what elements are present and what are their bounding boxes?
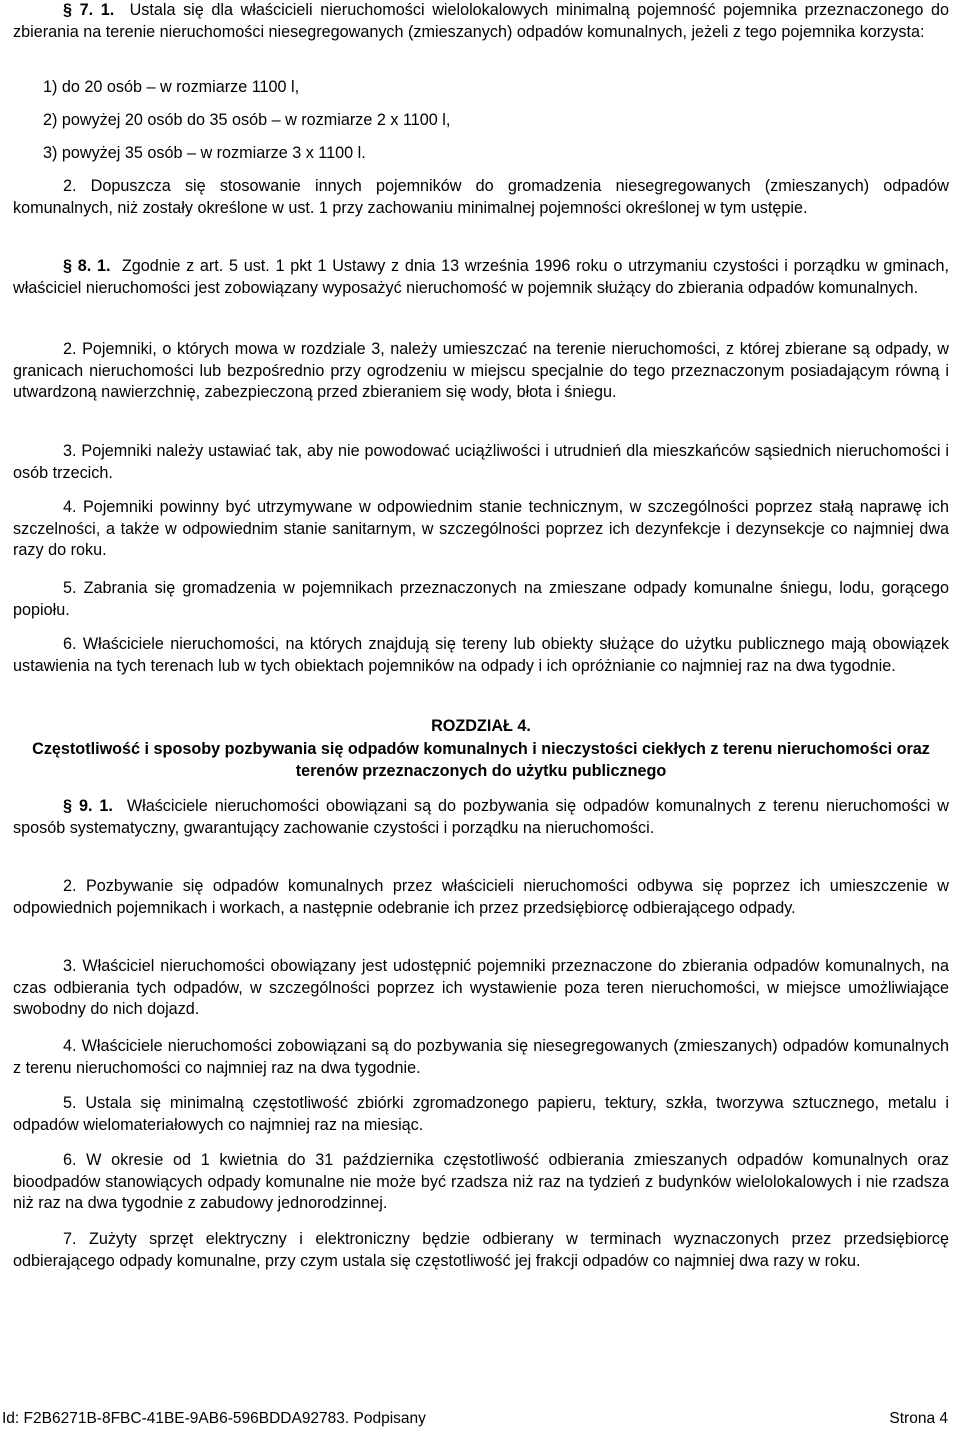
section-9-heading: 9. 1.	[78, 797, 113, 815]
section-7-list-item-2: 2) powyżej 20 osób do 35 osób – w rozmiarze 2 x 1100 l,	[43, 111, 451, 129]
section-8	[13, 256, 949, 299]
document-id: Id: F2B6271B-8FBC-41BE-9AB6-596BDDA92783. Podpisany	[2, 1410, 426, 1427]
section-9-paragraph-4-text: 4. Właściciele nieruchomości zobowiązani są do pozbywania się niesegregowanych (zmieszanych) odpadów komunalnych z terenu nieruchomości co najmniej raz na dwa tygodnie.	[13, 1037, 949, 1077]
section-7-paragraph-1	[13, 0, 949, 43]
section-8-paragraph-5-text: 5. Zabrania się gromadzenia w pojemnikach przeznaczonych na zmieszane odpady komunalne śniegu, lodu, gorącego popiołu.	[13, 579, 949, 619]
section-8-paragraph-3	[13, 441, 949, 484]
section-9-paragraph-2-text: 2. Pozbywanie się odpadów komunalnych przez właścicieli nieruchomości odbywa się poprzez ich umieszczenie w odpowiednich pojemnikach i workach, a następnie odebranie ich przez przedsiębiorcę odbierającego odpady.	[13, 877, 949, 917]
section-8-paragraph-4	[13, 497, 949, 562]
section-9-paragraph-6-text: 6. W okresie od 1 kwietnia do 31 października częstotliwość odbierania zmieszanych odpadów komunalnych oraz bioodpadów stanowiących odpady komunalne nie może być rzadsza niż raz na tydzień z budynków wielolokalowych i nie rzadsza niż raz na dwa tygodnie z zabudowy jednorodzinnej.	[13, 1151, 949, 1212]
section-8-paragraph-1-text: Zgodnie z art. 5 ust. 1 pkt 1 Ustawy z dnia 13 września 1996 roku o utrzymaniu czystości i porządku w gminach, właściciel nieruchomości jest zobowiązany wyposażyć nieruchomość w pojemnik służący do zbierania odpadów komunalnych.	[13, 257, 950, 297]
section-8-paragraph-2	[13, 339, 949, 404]
chapter-label: ROZDZIAŁ 4.	[431, 717, 531, 735]
chapter-title: Częstotliwość i sposoby pozbywania się odpadów komunalnych i nieczystości ciekłych z terenu nieruchomości oraz terenów przeznaczonych do użytku publicznego	[32, 740, 930, 780]
section-7-paragraph-1-text: Ustala się dla właścicieli nieruchomości wielolokalowych minimalną pojemność pojemnika przeznaczonego do zbierania na terenie nieruchomości niesegregowanych (zmieszanych) odpadów komunalnych, jeżeli z tego pojemnika korzysta:	[13, 1, 950, 41]
section-8-paragraph-5	[13, 578, 949, 621]
section-9-paragraph-7-text: 7. Zużyty sprzęt elektryczny i elektroniczny będzie odbierany w terminach wyznaczonych przez przedsiębiorcę odbierającego odpady komunalne, przy czym ustala się częstotliwość jej frakcji odpadów co najmniej dwa razy w roku.	[13, 1230, 949, 1270]
section-7-sign: §	[63, 1, 73, 19]
section-9-paragraph-6	[13, 1150, 949, 1215]
section-9-paragraph-1-text: Właściciele nieruchomości obowiązani są do pozbywania się odpadów komunalnych z terenu nieruchomości w sposób systematyczny, gwarantujący zachowanie czystości i porządku na nieruchomości.	[13, 797, 949, 837]
section-8-paragraph-6	[13, 634, 949, 677]
section-7-list-item-3: 3) powyżej 35 osób – w rozmiarze 3 x 1100 l.	[43, 144, 366, 162]
section-9-paragraph-2	[13, 876, 949, 919]
section-8-paragraph-3-text: 3. Pojemniki należy ustawiać tak, aby nie powodować uciążliwości i utrudnień dla mieszkańców sąsiednich nieruchomości i osób trzecich.	[13, 442, 949, 482]
section-9-paragraph-3-text: 3. Właściciel nieruchomości obowiązany jest udostępnić pojemniki przeznaczone do zbierania odpadów komunalnych, na czas odbierania tych odpadów, w szczególności poprzez ich wystawienie poza teren nieruchomości, w miejsce umożliwiające swobodny do nich dojazd.	[13, 957, 949, 1018]
section-9	[13, 796, 949, 839]
section-7-paragraph-2	[13, 176, 949, 219]
section-8-paragraph-1	[13, 256, 949, 299]
section-9-paragraph-5-text: 5. Ustala się minimalną częstotliwość zbiórki zgromadzonego papieru, tektury, szkła, tworzywa sztucznego, metalu i odpadów wielomateriałowych co najmniej raz na miesiąc.	[13, 1094, 949, 1134]
section-8-heading: 8. 1.	[77, 257, 111, 275]
section-7-paragraph-2-text: 2. Dopuszcza się stosowanie innych pojemników do gromadzenia niesegregowanych (zmieszanych) odpadów komunalnych, niż zostały określone w ust. 1 przy zachowaniu minimalnej pojemności określonej w tym ustępie.	[13, 177, 949, 217]
section-7-list-item-1: 1) do 20 osób – w rozmiarze 1100 l,	[43, 78, 300, 96]
section-7-heading: 7. 1.	[79, 1, 115, 19]
section-9-paragraph-4	[13, 1036, 949, 1079]
section-8-paragraph-4-text: 4. Pojemniki powinny być utrzymywane w odpowiednim stanie technicznym, w szczególności poprzez stałą naprawę ich szczelności, a także w odpowiednim stanie sanitarnym, w szczególności poprzez ich dezynfekcje i dezynsekcje co najmniej dwa razy do roku.	[13, 498, 949, 559]
section-9-paragraph-7	[13, 1229, 949, 1272]
page-number: Strona 4	[889, 1410, 948, 1427]
section-8-sign: §	[63, 257, 73, 275]
section-9-paragraph-5	[13, 1093, 949, 1136]
section-9-paragraph-1	[13, 796, 949, 839]
section-9-sign: §	[63, 797, 73, 815]
section-8-paragraph-2-text: 2. Pojemniki, o których mowa w rozdziale 3, należy umieszczać na terenie nieruchomości, z której zbierane są odpady, w granicach nieruchomości lub bezpośrednio przy ogrodzeniu w miejscu specjalnie do tego przeznaczonym posiadającym równą i utwardzoną nawierzchnię, zabezpieczoną przed zbieraniem się wody, błota i śniegu.	[13, 340, 949, 401]
section-9-paragraph-3	[13, 956, 949, 1021]
section-8-paragraph-6-text: 6. Właściciele nieruchomości, na których znajdują się tereny lub obiekty służące do użytku publicznego mają obowiązek ustawienia na tych terenach lub w tych obiektach pojemników na odpady i ich opróżnianie co najmniej raz na dwa tygodnie.	[13, 635, 949, 675]
section-7	[13, 0, 949, 43]
